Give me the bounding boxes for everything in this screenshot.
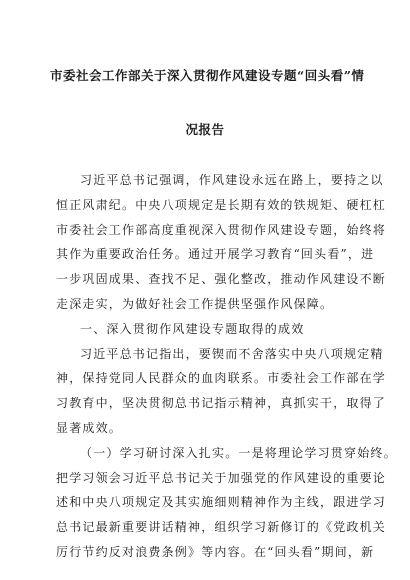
document-title-line-2: 况报告 [185,122,225,137]
document-body [56,168,397,565]
body-line: 显著成效。 [56,420,123,435]
body-line: 恒正风肃纪。中央八项规定是长期有效的铁规矩、硬杠杠 [56,197,387,212]
section-heading: 一、深入贯彻作风建设专题取得的成效 [80,321,305,336]
subsection-line: （一）学习研讨深入扎实。一是将理论学习贯穿始终。 [80,445,397,460]
body-line: 走深走实，为做好社会工作提供坚强作风保障。 [56,296,334,311]
body-line: 习近平总书记强调，作风建设永远在路上，要持之以 [80,173,384,187]
body-line: 厉行节约反对浪费条例》等内容。在“回头看”期间，新 [56,544,375,559]
body-line: 市委社会工作部高度重视深入贯彻作风建设专题，始终将 [56,222,387,237]
body-line: 习近平总书记指出，要锲而不舍落实中央八项规定精 [80,346,384,361]
body-line: 神，保持党同人民群众的血肉联系。市委社会工作部在学 [56,371,387,386]
document-title-line-1: 市委社会工作部关于深入贯彻作风建设专题“回头看”情 [50,68,365,83]
body-line: 习教育中，坚决贯彻总书记指示精神，真抓实干，取得了 [56,396,387,411]
body-line: 述和中央八项规定及其实施细则精神作为主线，跟进学习 [56,495,387,510]
body-line: 其作为重要政治任务。通过开展学习教育“回头看”，进 [56,247,375,262]
body-line: 把学习领会习近平总书记关于加强党的作风建设的重要论 [56,470,387,485]
body-line: 一步巩固成果、查找不足、强化整改，推动作风建设不断 [56,272,387,287]
body-line: 总书记最新重要讲话精神，组织学习新修订的《党政机关 [56,520,387,535]
